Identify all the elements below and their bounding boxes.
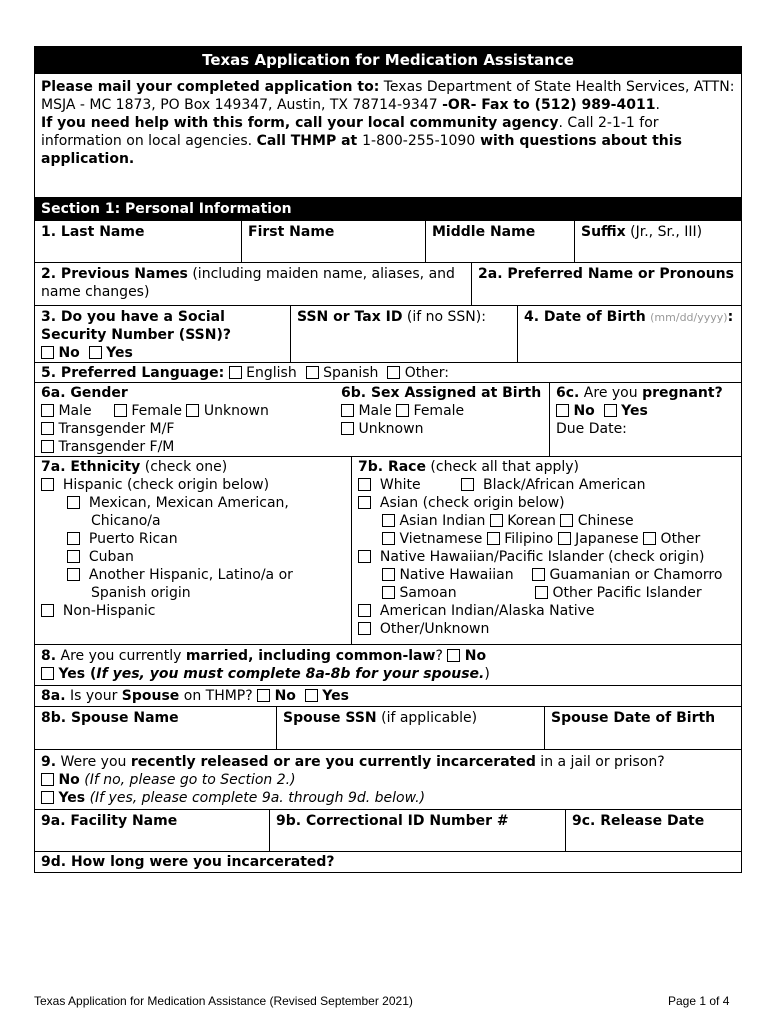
- pregnant-no-label: No: [573, 403, 595, 419]
- vietnamese-checkbox[interactable]: [382, 532, 395, 545]
- correctional-id-field[interactable]: [269, 810, 565, 851]
- suffix-note: (Jr., Sr., III): [625, 224, 703, 240]
- incarcerated-rest: in a jail or prison?: [535, 754, 665, 770]
- ssn-yes-checkbox[interactable]: [89, 346, 102, 359]
- nhpi-checkbox[interactable]: [358, 550, 371, 563]
- gender-block: [35, 383, 335, 456]
- first-name-label: First Name: [248, 224, 335, 240]
- married-row: [34, 645, 742, 686]
- another-hispanic-label-2: Spanish origin: [91, 585, 191, 601]
- first-name-field[interactable]: [241, 221, 425, 262]
- married-yes-note: If yes, you must complete 8a-8b for your spouse.: [96, 666, 485, 682]
- ssn-label: SSN or Tax ID: [297, 309, 403, 325]
- gender-label: 6a. Gender: [41, 385, 128, 401]
- spouse-thmp-yes-label: Yes: [322, 688, 349, 704]
- help-text: If you need help with this form, call your local community agency: [41, 115, 559, 131]
- thmp-label: Call THMP at: [256, 133, 363, 149]
- form-title: Texas Application for Medication Assistance: [34, 46, 742, 74]
- correctional-id-label: . Correctional ID Number #: [295, 813, 509, 829]
- samoan-checkbox[interactable]: [382, 586, 395, 599]
- release-date-field[interactable]: [565, 810, 741, 851]
- mexican-label: Mexican, Mexican American,: [88, 495, 289, 511]
- due-date-label[interactable]: Due Date:: [556, 421, 627, 437]
- ssn-question-label-2: Security Number (SSN)?: [41, 327, 231, 343]
- mail-address-1: Texas Department of State Health Services, ATTN:: [379, 79, 735, 95]
- white-label: White: [379, 477, 421, 493]
- guamanian-label: Guamanian or Chamorro: [549, 567, 723, 583]
- other-asian-label: Other: [660, 531, 701, 547]
- sab-female-checkbox[interactable]: [396, 404, 409, 417]
- asian-checkbox[interactable]: [358, 496, 371, 509]
- dob-format: (mm/dd/yyyy): [650, 311, 728, 324]
- pregnant-yes-label: Yes: [621, 403, 648, 419]
- spouse-dob-label: Spouse Date of Birth: [551, 710, 716, 726]
- suffix-label: Suffix: [581, 224, 626, 240]
- male-checkbox[interactable]: [41, 404, 54, 417]
- other-pi-label: Other Pacific Islander: [552, 585, 702, 601]
- ssn-field[interactable]: [290, 306, 517, 362]
- male-label: Male: [58, 403, 92, 419]
- previous-names-row: [34, 263, 742, 306]
- non-hispanic-label: Non-Hispanic: [62, 603, 156, 619]
- black-label: Black/African American: [482, 477, 646, 493]
- aian-checkbox[interactable]: [358, 604, 371, 617]
- ssn-note: (if no SSN):: [402, 309, 486, 325]
- married-num: 8.: [41, 648, 57, 664]
- race-note: (check all that apply): [425, 459, 580, 475]
- language-label: 5. Preferred Language:: [41, 365, 225, 381]
- asian-indian-checkbox[interactable]: [382, 514, 395, 527]
- incarcerated-yes-checkbox[interactable]: [41, 791, 54, 804]
- pregnant-block: [549, 383, 741, 456]
- correctional-id-num: 9b: [276, 813, 296, 829]
- mail-label: Please mail your completed application to:: [41, 79, 380, 95]
- asian-label: Asian (check origin below): [379, 495, 565, 511]
- spanish-label: Spanish: [323, 365, 379, 381]
- chinese-label: Chinese: [577, 513, 634, 529]
- duration-label: 9d. How long were you incarcerated?: [41, 854, 335, 870]
- dob-field[interactable]: [517, 306, 741, 362]
- incarcerated-num: 9.: [41, 754, 57, 770]
- spouse-ssn-note: (if applicable): [376, 710, 478, 726]
- non-hispanic-checkbox[interactable]: [41, 604, 54, 617]
- sab-male-checkbox[interactable]: [341, 404, 354, 417]
- filipino-checkbox[interactable]: [487, 532, 500, 545]
- trans-mf-checkbox[interactable]: [41, 422, 54, 435]
- spouse-thmp-rest: on THMP?: [179, 688, 253, 704]
- female-label: Female: [131, 403, 182, 419]
- language-row: [34, 363, 742, 383]
- previous-names-label: 2. Previous Names: [41, 266, 188, 282]
- samoan-label: Samoan: [399, 585, 457, 601]
- fax-end: .: [655, 97, 660, 113]
- thmp-phone: 1-800-255-1090: [362, 133, 476, 149]
- spouse-thmp-no-label: No: [274, 688, 296, 704]
- application-form: [34, 46, 742, 873]
- asian-indian-label: Asian Indian: [399, 513, 486, 529]
- chinese-checkbox[interactable]: [560, 514, 573, 527]
- name-row: [34, 221, 742, 263]
- married-text: Are you currently: [56, 648, 186, 664]
- spanish-checkbox[interactable]: [306, 366, 319, 379]
- korean-checkbox[interactable]: [490, 514, 503, 527]
- pregnant-no-checkbox[interactable]: [556, 404, 569, 417]
- spouse-word: Spouse: [121, 688, 180, 704]
- intro-block: [34, 74, 742, 198]
- spouse-name-label: 8b. Spouse Name: [41, 710, 179, 726]
- cuban-checkbox[interactable]: [67, 550, 80, 563]
- ssn-row: [34, 306, 742, 363]
- another-hispanic-label: Another Hispanic, Latino/a or: [88, 567, 293, 583]
- spouse-thmp-num: 8a.: [41, 688, 66, 704]
- another-hispanic-checkbox[interactable]: [67, 568, 80, 581]
- ethnicity-race-row: [34, 457, 742, 645]
- previous-names-note-2: name changes): [41, 284, 150, 300]
- race-block: [351, 457, 741, 644]
- middle-name-label: Middle Name: [432, 224, 536, 240]
- section-1-header: Section 1: Personal Information: [34, 198, 742, 221]
- mexican-checkbox[interactable]: [67, 496, 80, 509]
- sab-male-label: Male: [358, 403, 392, 419]
- married-no-label: No: [464, 648, 487, 664]
- fax-number: -OR- Fax to (512) 989-4011: [442, 97, 656, 113]
- married-no-checkbox[interactable]: [447, 649, 460, 662]
- black-checkbox[interactable]: [461, 478, 474, 491]
- dob-label: 4. Date of Birth: [524, 309, 646, 325]
- release-date-label: 9c. Release Date: [572, 813, 705, 829]
- ssn-question-label-1: 3. Do you have a Social: [41, 309, 225, 325]
- incarcerated-text: Were you: [56, 754, 131, 770]
- sex-at-birth-label: 6b. Sex Assigned at Birth: [341, 385, 542, 401]
- preferred-name-label: 2a. Preferred Name or Pronouns: [478, 266, 734, 282]
- married-yes-checkbox[interactable]: [41, 667, 54, 680]
- filipino-label: Filipino: [504, 531, 554, 547]
- mexican-label-2: Chicano/a: [91, 513, 161, 529]
- facility-name-field[interactable]: [35, 810, 269, 851]
- spouse-thmp-no-checkbox[interactable]: [257, 689, 270, 702]
- footer-title: Texas Application for Medication Assistance (Revised September 2021): [34, 994, 413, 1008]
- nhpi-label: Native Hawaiian/Pacific Islander (check origin): [379, 549, 705, 565]
- english-label: English: [246, 365, 297, 381]
- language-question: [35, 363, 741, 382]
- mail-address-2: MSJA - MC 1873, PO Box 149347, Austin, TX 78714-9347: [41, 97, 443, 113]
- middle-name-field[interactable]: [425, 221, 574, 262]
- race-label: 7b. Race: [358, 459, 426, 475]
- married-question: [35, 645, 741, 685]
- unknown-gender-label: Unknown: [203, 403, 269, 419]
- sab-unknown-checkbox[interactable]: [341, 422, 354, 435]
- trans-fm-checkbox[interactable]: [41, 440, 54, 453]
- other-language-label: Other:: [404, 365, 449, 381]
- spouse-name-field[interactable]: [35, 707, 276, 749]
- dob-colon: :: [727, 309, 734, 325]
- puerto-rican-label: Puerto Rican: [88, 531, 178, 547]
- last-name-field[interactable]: [35, 221, 241, 262]
- incarcerated-row: [34, 750, 742, 810]
- spouse-ssn-field[interactable]: [276, 707, 544, 749]
- help-text-1: . Call 2-1-1 for: [558, 115, 659, 131]
- sex-at-birth-block: [335, 383, 549, 456]
- japanese-label: Japanese: [575, 531, 639, 547]
- pregnant-yes-checkbox[interactable]: [604, 404, 617, 417]
- hispanic-label: Hispanic (check origin below): [62, 477, 270, 493]
- hispanic-checkbox[interactable]: [41, 478, 54, 491]
- thmp-rest: with questions about this: [475, 133, 682, 149]
- incarcerated-no-label: No: [58, 772, 80, 788]
- suffix-field[interactable]: [574, 221, 741, 262]
- incarcerated-yes-note: (If yes, please complete 9a. through 9d. below.): [85, 790, 426, 806]
- other-unknown-race-label: Other/Unknown: [379, 621, 490, 637]
- duration-row: [34, 852, 742, 873]
- ssn-no-label: No: [58, 345, 80, 361]
- spouse-dob-field[interactable]: [544, 707, 741, 749]
- puerto-rican-checkbox[interactable]: [67, 532, 80, 545]
- native-hawaiian-checkbox[interactable]: [382, 568, 395, 581]
- other-asian-checkbox[interactable]: [643, 532, 656, 545]
- white-checkbox[interactable]: [358, 478, 371, 491]
- spouse-thmp-row: [34, 686, 742, 707]
- married-q: ?: [435, 648, 443, 664]
- gender-row: [34, 383, 742, 457]
- married-yes-label: Yes (: [58, 666, 97, 682]
- help-text-2: information on local agencies.: [41, 133, 257, 149]
- incarcerated-no-note: (If no, please go to Section 2.): [79, 772, 296, 788]
- preferred-name-field[interactable]: [471, 263, 741, 305]
- spouse-thmp-question: [35, 686, 741, 706]
- pregnant-text: Are you: [579, 385, 643, 401]
- vietnamese-label: Vietnamese: [399, 531, 483, 547]
- guamanian-checkbox[interactable]: [532, 568, 545, 581]
- ssn-question: [35, 306, 290, 362]
- trans-fm-label: Transgender F/M: [58, 439, 175, 455]
- cuban-label: Cuban: [88, 549, 134, 565]
- married-bold: married, including common-law: [185, 648, 436, 664]
- ssn-no-checkbox[interactable]: [41, 346, 54, 359]
- other-unknown-race-checkbox[interactable]: [358, 622, 371, 635]
- ssn-yes-label: Yes: [106, 345, 133, 361]
- pregnant-word: pregnant?: [642, 385, 723, 401]
- thmp-rest-2: application.: [41, 151, 135, 167]
- ethnicity-block: [35, 457, 351, 644]
- trans-mf-label: Transgender M/F: [58, 421, 175, 437]
- page-number: Page 1 of 4: [668, 994, 730, 1008]
- sab-unknown-label: Unknown: [358, 421, 424, 437]
- japanese-checkbox[interactable]: [558, 532, 571, 545]
- pregnant-num: 6c.: [556, 385, 580, 401]
- facility-name-label: 9a. Facility Name: [41, 813, 178, 829]
- korean-label: Korean: [507, 513, 556, 529]
- female-checkbox[interactable]: [114, 404, 127, 417]
- english-checkbox[interactable]: [229, 366, 242, 379]
- incarcerated-yes-label: Yes: [58, 790, 86, 806]
- ethnicity-label: 7a. Ethnicity: [41, 459, 141, 475]
- facility-row: [34, 810, 742, 852]
- incarcerated-question: [35, 750, 741, 809]
- spouse-thmp-text: Is your: [65, 688, 122, 704]
- duration-field[interactable]: [35, 852, 741, 872]
- incarcerated-no-checkbox[interactable]: [41, 773, 54, 786]
- other-pi-checkbox[interactable]: [535, 586, 548, 599]
- ethnicity-note: (check one): [140, 459, 228, 475]
- other-language-checkbox[interactable]: [387, 366, 400, 379]
- spouse-info-row: [34, 707, 742, 750]
- native-hawaiian-label: Native Hawaiian: [399, 567, 514, 583]
- sab-female-label: Female: [413, 403, 465, 419]
- previous-names-note: (including maiden name, aliases, and: [187, 266, 455, 282]
- unknown-gender-checkbox[interactable]: [186, 404, 199, 417]
- last-name-label: 1. Last Name: [41, 224, 145, 240]
- spouse-thmp-yes-checkbox[interactable]: [305, 689, 318, 702]
- spouse-ssn-label: Spouse SSN: [283, 710, 377, 726]
- married-yes-end: ): [484, 666, 490, 682]
- aian-label: American Indian/Alaska Native: [379, 603, 595, 619]
- incarcerated-bold: recently released or are you currently incarcerated: [130, 754, 536, 770]
- previous-names-field[interactable]: [35, 263, 471, 305]
